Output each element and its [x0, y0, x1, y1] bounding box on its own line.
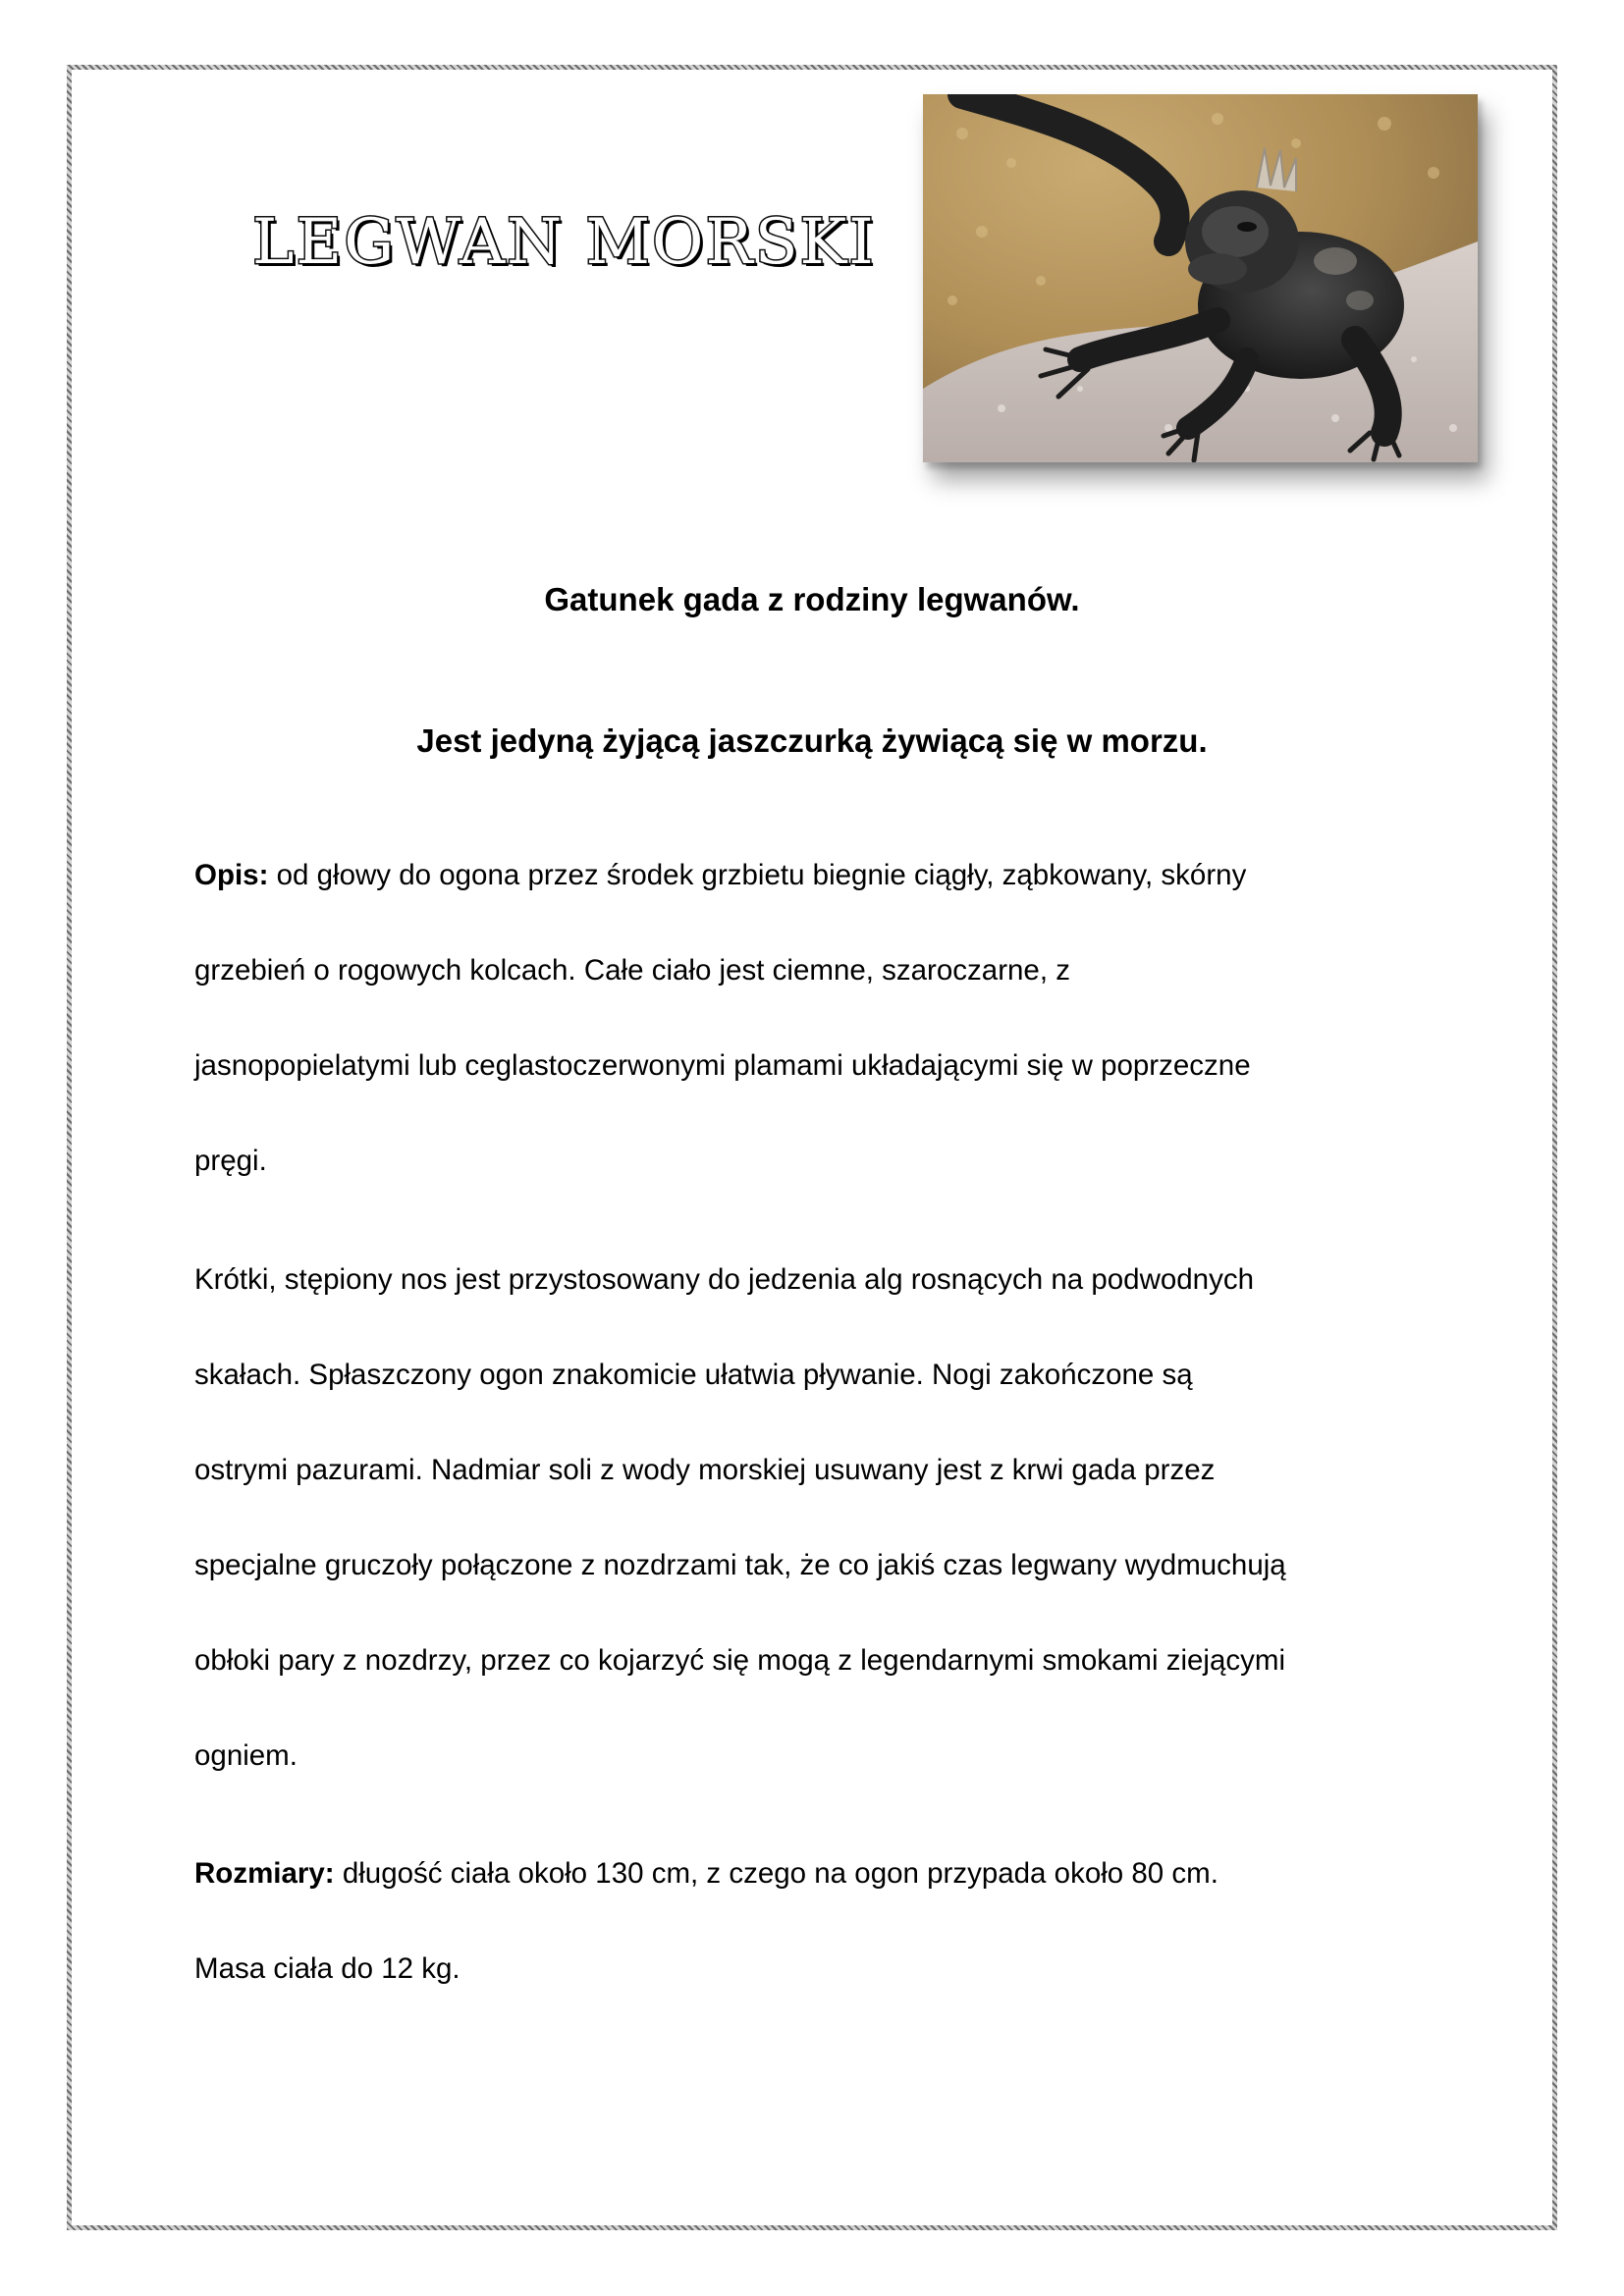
adaptation-line: Krótki, stępiony nos jest przystosowany do jedzenia alg rosnących na podwodnych	[194, 1263, 1254, 1296]
adaptation-line: skałach. Spłaszczony ogon znakomicie ułatwia pływanie. Nogi zakończone są	[194, 1359, 1193, 1391]
description-line: jasnopopielatymi lub ceglastoczerwonymi plamami układającymi się w poprzeczne	[194, 1049, 1251, 1082]
description-line: pręgi.	[194, 1145, 267, 1177]
description-line: grzebień o rogowych kolcach. Całe ciało jest ciemne, szaroczarne, z	[194, 954, 1070, 987]
size-line: Masa ciała do 12 kg.	[194, 1952, 460, 1985]
adaptation-line: ogniem.	[194, 1739, 298, 1772]
adaptation-line: ostrymi pazurami. Nadmiar soli z wody morskiej usuwany jest z krwi gada przez	[194, 1454, 1216, 1486]
size-label: Rozmiary:	[194, 1857, 335, 1890]
description-label: Opis:	[194, 859, 269, 891]
subtitle-family: Gatunek gada z rodziny legwanów.	[544, 581, 1080, 617]
description-paragraph	[194, 828, 1471, 1208]
iguana-photo	[923, 94, 1478, 462]
adaptation-paragraph	[194, 1232, 1471, 1803]
size-paragraph	[194, 1826, 1471, 2016]
description-line: od głowy do ogona przez środek grzbietu biegnie ciągły, ząbkowany, skórny	[268, 859, 1247, 891]
adaptation-line: specjalne gruczoły połączone z nozdrzami tak, że co jakiś czas legwany wydmuchują	[194, 1549, 1286, 1581]
size-line: długość ciała około 130 cm, z czego na ogon przypada około 80 cm.	[334, 1857, 1218, 1890]
iguana-photo-drawing	[923, 94, 1478, 462]
subtitle-fact: Jest jedyną żyjącą jaszczurką żywiącą się w morzu.	[416, 722, 1208, 759]
adaptation-line: obłoki pary z nozdrzy, przez co kojarzyć się mogą z legendarnymi smokami ziejącymi	[194, 1644, 1286, 1677]
page-title: LEGWAN MORSKI	[252, 206, 876, 279]
